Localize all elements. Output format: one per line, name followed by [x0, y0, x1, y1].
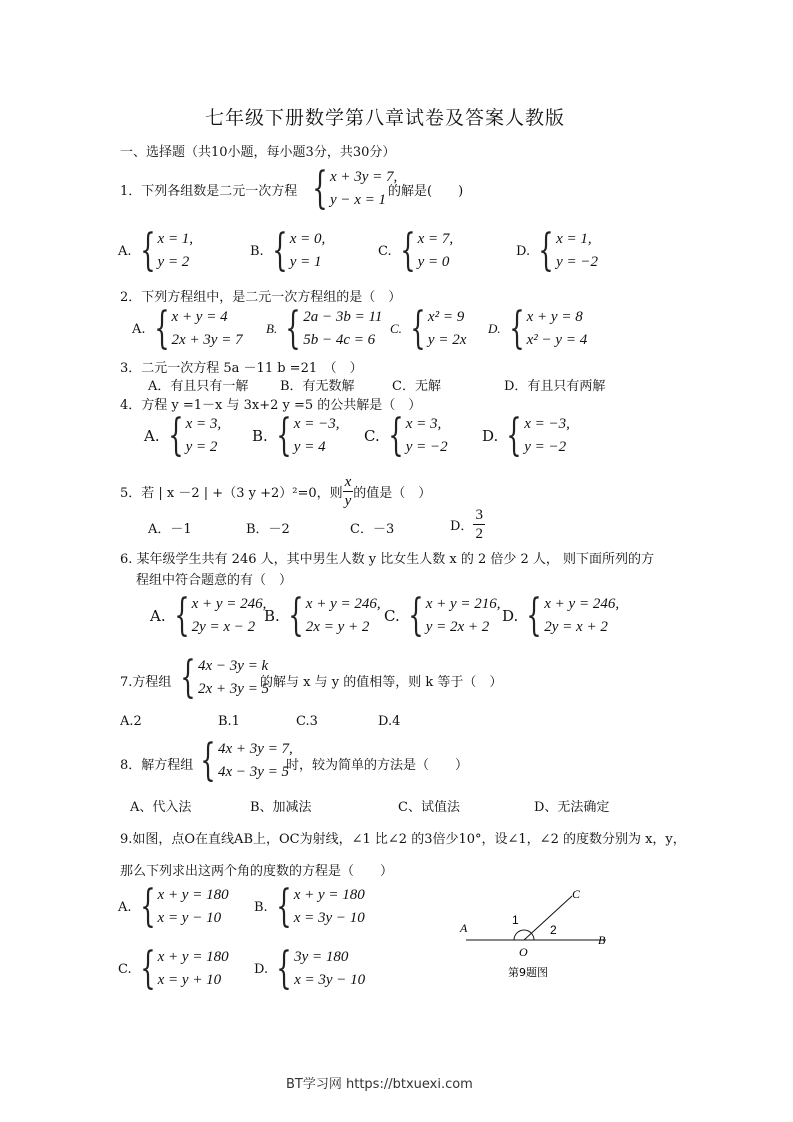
q4-option-c[interactable]: C. { x = 3, y = −2: [364, 410, 448, 461]
q3-option-d[interactable]: D．有且只有两解: [504, 379, 606, 394]
q6-stem-line2: 程组中符合题意的有（ ）: [136, 573, 293, 588]
q7-system: { 4x − 3y = k 2x + 3y = 5: [180, 652, 270, 703]
q5-stem: 5．若 | x －2 | +（3 y +2）²=0，则 $\frac{x}{y}$ 的值是（ ）: [120, 474, 432, 509]
point-o-label: O: [519, 945, 528, 959]
q9-option-c[interactable]: C. { x + y = 180 x = y + 10: [118, 943, 229, 994]
brace-icon: {: [139, 881, 156, 932]
q4-stem: 4．方程 y =1－x 与 3x+2 y =5 的公共解是（ ）: [120, 398, 422, 413]
q1-option-c[interactable]: C. { x = 7, y = 0: [378, 225, 454, 276]
q1-option-a[interactable]: A. { x = 1, y = 2: [118, 225, 194, 276]
q7-stem-end: 的解与 x 与 y 的值相等，则 k 等于（ ）: [260, 675, 503, 690]
q5-option-a[interactable]: A．－1: [148, 522, 192, 537]
q8-option-a[interactable]: A、代入法: [130, 800, 192, 815]
q5-option-b[interactable]: B．－2: [246, 522, 290, 537]
brace-icon: {: [276, 410, 292, 461]
q5-fraction: $\frac{x}{y}$: [344, 474, 352, 509]
brace-icon: {: [285, 303, 301, 354]
point-c-label: C: [572, 887, 581, 901]
q4-option-a[interactable]: A. { x = 3, y = 2: [144, 410, 222, 461]
q2-option-c[interactable]: C. { x² = 9 y = 2x: [390, 303, 467, 354]
q4-option-d[interactable]: D. { x = −3, y = −2: [482, 410, 570, 461]
brace-icon: {: [200, 735, 216, 786]
brace-icon: {: [180, 652, 196, 703]
brace-icon: {: [410, 303, 426, 354]
brace-icon: {: [139, 943, 156, 994]
q5-option-c[interactable]: C．－3: [350, 522, 395, 537]
brace-icon: {: [139, 225, 156, 276]
q6-option-b[interactable]: B. { x + y = 246, 2x = y + 2: [264, 590, 381, 641]
q6-option-a[interactable]: A. { x + y = 246, 2y = x − 2: [150, 590, 267, 641]
q3-option-a[interactable]: A．有且只有一解: [148, 379, 249, 394]
q7-stem: 7.方程组: [120, 675, 172, 690]
q8-stem: 8．解方程组: [120, 758, 194, 773]
q7-option-d[interactable]: D.4: [378, 714, 401, 729]
brace-icon: {: [399, 225, 416, 276]
brace-icon: {: [153, 303, 170, 354]
point-a-label: A: [460, 921, 468, 935]
q7-option-c[interactable]: C.3: [296, 714, 318, 729]
point-b-label: B: [598, 933, 606, 947]
q3-option-c[interactable]: C．无解: [392, 379, 441, 394]
q8-system: { 4x + 3y = 7, 4x − 3y = 5: [200, 735, 293, 786]
q2-option-d[interactable]: D. { x + y = 8 x² − y = 4: [488, 303, 588, 354]
brace-icon: {: [388, 410, 404, 461]
q4-option-b[interactable]: B. { x = −3, y = 4: [252, 410, 340, 461]
brace-icon: {: [408, 590, 424, 641]
q7-option-a[interactable]: A.2: [120, 714, 142, 729]
brace-icon: {: [271, 225, 288, 276]
q9-figure: [456, 882, 626, 982]
q6-stem-line1: 6. 某年级学生共有 246 人，其中男生人数 y 比女生人数 x 的 2 倍少 2 人， 则下面所列的方: [120, 552, 655, 567]
q5-d-fraction: $\frac{3}{2}$: [475, 507, 483, 542]
q8-option-b[interactable]: B、加减法: [250, 800, 312, 815]
section-heading: 一、选择题（共10小题，每小题3分，共30分）: [120, 145, 396, 160]
q1-option-b[interactable]: B. { x = 0, y = 1: [250, 225, 326, 276]
q9-stem-line1: 9.如图，点O在直线AB上，OC为射线，∠1 比∠2 的3倍少10°，设∠1，∠2 的度数分别为 x，y，: [120, 832, 686, 847]
angle-2-label: 2: [550, 923, 557, 937]
q1-stem: 1．下列各组数是二元一次方程: [120, 184, 298, 199]
q6-option-c[interactable]: C. { x + y = 216, y = 2x + 2: [384, 590, 501, 641]
q8-option-c[interactable]: C、试值法: [398, 800, 460, 815]
brace-icon: {: [275, 881, 292, 932]
brace-icon: {: [312, 163, 328, 214]
brace-icon: {: [276, 943, 292, 994]
q2-option-a[interactable]: A. { x + y = 4 2x + 3y = 7: [132, 303, 243, 354]
q5-option-d[interactable]: D． $\frac{3}{2}$: [450, 507, 483, 542]
q9-option-d[interactable]: D. { 3y = 180 x = 3y − 10: [254, 943, 366, 994]
q6-option-d[interactable]: D. { x + y = 246, 2y = x + 2: [502, 590, 620, 641]
q9-stem-line2: 那么下列求出这两个角的度数的方程是（ ）: [120, 864, 394, 879]
q3-stem: 3．二元一次方程 5a －11 b =21 （ ）: [120, 361, 363, 376]
q3-option-b[interactable]: B．有无数解: [280, 379, 355, 394]
figure-caption: 第9题图: [508, 966, 548, 979]
footer-watermark: BT学习网 https://btxuexi.com: [286, 1077, 473, 1092]
page-title: 七年级下册数学第八章试卷及答案人教版: [205, 107, 566, 129]
angle-arc: [514, 930, 534, 940]
brace-icon: {: [538, 225, 554, 276]
brace-icon: {: [173, 590, 190, 641]
brace-icon: {: [508, 303, 525, 354]
q9-option-a[interactable]: A. { x + y = 180 x = y − 10: [118, 881, 229, 932]
q7-option-b[interactable]: B.1: [218, 714, 240, 729]
brace-icon: {: [288, 590, 304, 641]
q1-option-d[interactable]: D. { x = 1, y = −2: [516, 225, 598, 276]
q1-system: { x + 3y = 7, y − x = 1: [312, 163, 398, 214]
brace-icon: {: [506, 410, 522, 461]
q9-option-b[interactable]: B. { x + y = 180 x = 3y − 10: [254, 881, 365, 932]
brace-icon: {: [526, 590, 542, 641]
q8-stem-end: 时，较为简单的方法是（ ）: [286, 758, 469, 773]
q1-stem-end: 的解是( ): [388, 184, 464, 199]
q8-option-d[interactable]: D、无法确定: [534, 800, 610, 815]
brace-icon: {: [167, 410, 184, 461]
q2-option-b[interactable]: B. { 2a − 3b = 11 5b − 4c = 6: [266, 303, 383, 354]
q2-stem: 2．下列方程组中，是二元一次方程组的是（ ）: [120, 290, 402, 305]
angle-1-label: 1: [512, 913, 519, 927]
